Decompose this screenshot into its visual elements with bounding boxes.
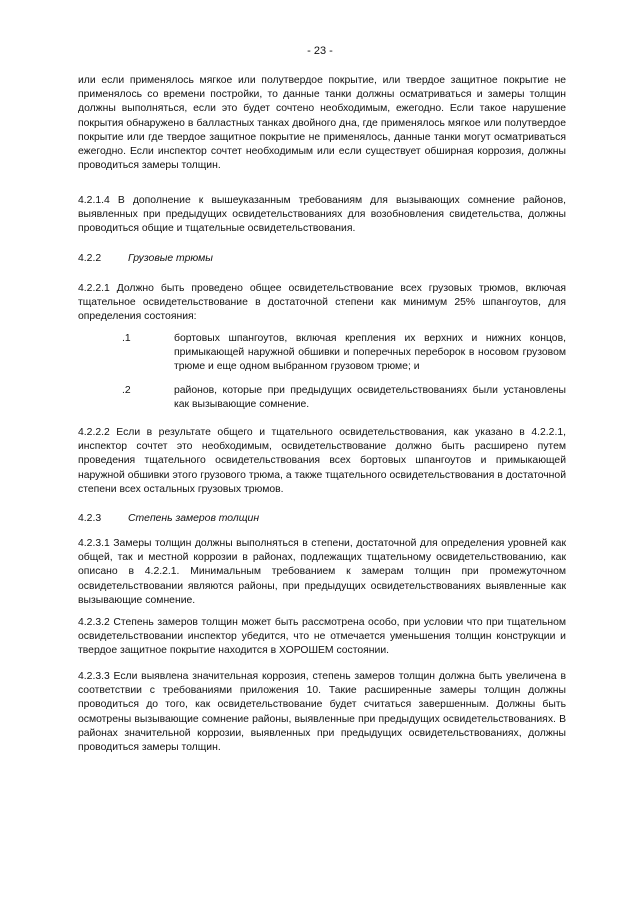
section-heading-4-2-2 bbox=[78, 252, 566, 266]
paragraph-4-2-2-2: 4.2.2.2 Если в результате общего и тщательного освидетельствования, как указано в 4.2.2.1, инспектор сочтет это необходимым, освидетельствование должно быть расширено путем проведения тщательного освидетельствования всех бортовых шпангоутов и примыкающей наружной обшивки этого грузового трюма, а также тщательного освидетельствования в достаточной степени всех остальных грузовых трюмов. bbox=[78, 427, 566, 495]
section-heading-4-2-3 bbox=[78, 512, 566, 526]
list-item-marker: .1 bbox=[122, 333, 131, 344]
list-item-text: бортовых шпангоутов, включая крепления их верхних и нижних концов, примыкающей наружной обшивки и поперечных переборок в носовом грузовом трюме и еще одном выбранном грузовом трюме; и bbox=[174, 333, 566, 373]
paragraph-4-2-1-4: 4.2.1.4 В дополнение к вышеуказанным требованиям для вызывающих сомнение районов, выявленных при предыдущих освидетельствованиях для возобновления свидетельства, должны проводиться общие и тщательные освидетельствования. bbox=[78, 195, 566, 235]
section-title: Степень замеров толщин bbox=[128, 513, 260, 524]
page-number: - 23 - bbox=[307, 45, 333, 57]
paragraph-4-2-3-1: 4.2.3.1 Замеры толщин должны выполняться в степени, достаточной для определения уровней как общей, так и местной коррозии в районах, подлежащих тщательному освидетельствованию, как описано в 4.2.2.1. Минимальным требованием к замерам толщин при промежуточном освидетельствовании являются районы, при предыдущих освидетельствованиях выявленные как вызывающие сомнение. bbox=[78, 538, 566, 606]
section-number: 4.2.2 bbox=[78, 253, 102, 264]
paragraph-intro: или если применялось мягкое или полутвердое покрытие, или твердое защитное покрытие не применялось со времени постройки, то данные танки должны осматриваться и замеры толщин должны выполняться, если это будет сочтено необходимым, ежегодно. Если такое нарушение покрытия обнаружено в балластных танках двойного дна, где применялось мягкое или полутвердое покрытие или где твердое защитное покрытие не применялось, данные танки могут осматриваться ежегодно. Если инспектор сочтет необходимым или если существует обширная коррозия, должны проводиться замеры толщин. bbox=[78, 75, 566, 172]
list-item-text: районов, которые при предыдущих освидетельствованиях были установлены как вызывающие сомнение. bbox=[174, 385, 566, 411]
paragraph-4-2-3-3: 4.2.3.3 Если выявлена значительная коррозия, степень замеров толщин должна быть увеличена в соответствии с требованиями приложения 10. Такие расширенные замеры толщин должны проводиться до того, как освидетельствование будет считаться завершенным. Должны быть осмотрены вызывающие сомнение районы, выявленные при предыдущих освидетельствованиях. В районах значительной коррозии, выявленных при предыдущих освидетельствованиях, должны проводиться замеры толщин. bbox=[78, 671, 566, 754]
section-title: Грузовые трюмы bbox=[128, 253, 213, 264]
paragraph-4-2-2-1: 4.2.2.1 Должно быть проведено общее освидетельствование всех грузовых трюмов, включая тщательное освидетельствование в достаточной степени как минимум 25% шпангоутов, для определения состояния: bbox=[78, 283, 566, 323]
section-number: 4.2.3 bbox=[78, 513, 102, 524]
list-item-marker: .2 bbox=[122, 385, 131, 396]
paragraph-4-2-3-2: 4.2.3.2 Степень замеров толщин может быть рассмотрена особо, при условии что при тщательном освидетельствовании инспектор убедится, что не отмечается уменьшения толщин конструкции и твердое защитное покрытие находится в ХОРОШЕМ состоянии. bbox=[78, 617, 566, 657]
